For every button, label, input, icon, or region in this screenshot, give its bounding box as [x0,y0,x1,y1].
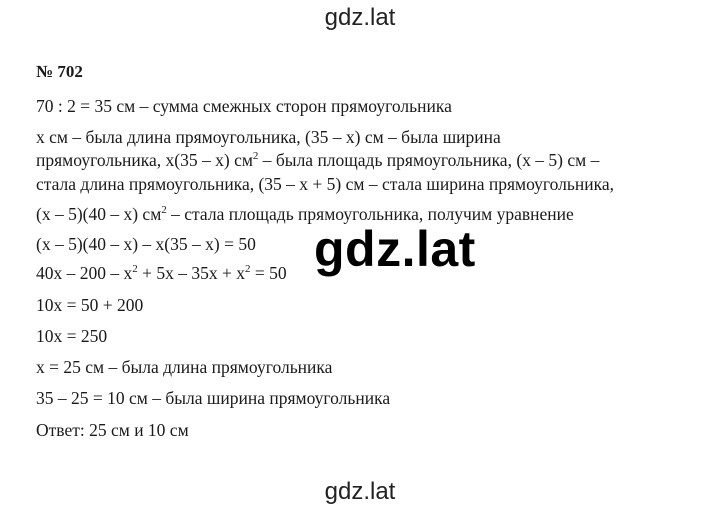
watermark-top: gdz.lat [324,4,396,31]
eq2-text-b: + 5х – 35х + х [137,263,245,283]
solution-line-2: х см – была длина прямоугольника, (35 – х) см – была ширина [36,127,501,147]
task-number: № 702 [36,62,83,81]
line5-text-a: (х – 5)(40 – х) см [36,204,162,224]
line3-text-a: прямоугольника, х(35 – х) см [36,150,253,170]
solution-line-4: стала длина прямоугольника, (35 – х + 5) см – стала ширина прямоугольника, [36,174,615,194]
equation-2 [36,263,287,284]
solution-line-3 [36,150,599,171]
watermark-bottom: gdz.lat [324,478,396,505]
answer-line: Ответ: 25 см и 10 см [36,420,189,440]
watermark-center: gdz.lat [314,221,476,277]
equation-3: 10х = 50 + 200 [36,295,144,315]
solution-line-5 [36,204,574,225]
solution-line-1: 70 : 2 = 35 см – сумма смежных сторон прямоугольника [36,96,452,116]
line5-superscript: 2 [161,204,167,216]
eq2-text-a: 40х – 200 – х [36,263,133,283]
equation-5: х = 25 см – была длина прямоугольника [36,357,333,377]
line3-text-b: – была площадь прямоугольника, (х – 5) см – [258,150,600,170]
eq2-superscript-1: 2 [132,263,138,275]
equation-6: 35 – 25 = 10 см – была ширина прямоугольника [36,388,391,408]
line5-text-b: – стала площадь прямоугольника, получим уравнение [166,204,574,224]
equation-1: (х – 5)(40 – х) – х(35 – х) = 50 [36,234,256,254]
eq2-text-c: = 50 [250,263,287,283]
eq2-superscript-2: 2 [245,263,251,275]
line3-superscript: 2 [252,150,259,162]
equation-4: 10х = 250 [36,326,108,346]
